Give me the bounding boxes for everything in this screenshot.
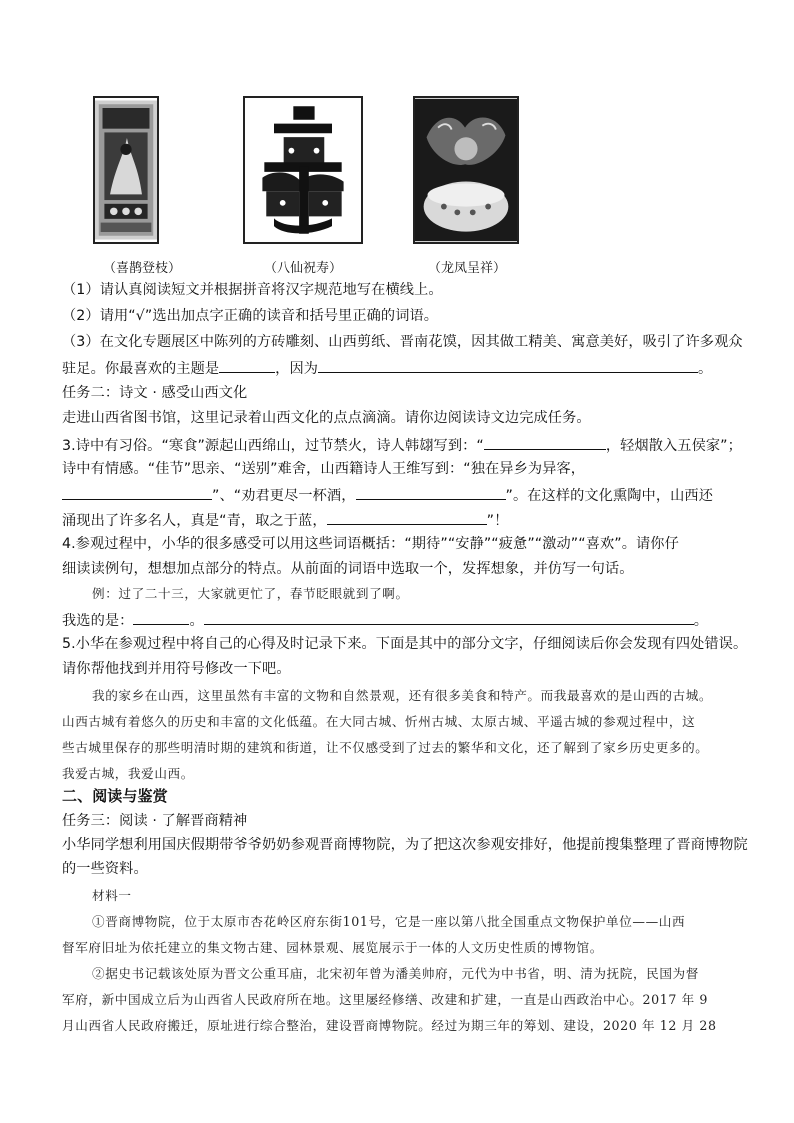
answer-blank-poem-2[interactable] bbox=[62, 484, 212, 500]
material-one-label: 材料一 bbox=[92, 888, 132, 903]
answer-blank-reason[interactable] bbox=[318, 357, 698, 373]
material-one-para-2-line-3: 月山西省人民政府搬迁，原址进行综合整治，建设晋商博物院。经过为期三年的筹划、建设，2020 年 12 月 28 bbox=[62, 1018, 717, 1033]
question-4-line-2: 细读读例句，想想加点部分的特点。从前面的词语中选取一个，发挥想象，并仿写一句话。 bbox=[62, 561, 634, 577]
journal-line-4: 我爱古城，我爱山西。 bbox=[62, 766, 194, 781]
paper-cut-image bbox=[243, 96, 363, 244]
caption-1: （喜鹊登枝） bbox=[102, 261, 181, 276]
brick-carving-image bbox=[93, 96, 159, 244]
answer-blank-poem-4[interactable] bbox=[327, 509, 487, 525]
task-two-intro: 走进山西省图书馆，这里记录着山西文化的点点滴滴。请你边阅读诗文边完成任务。 bbox=[62, 410, 591, 426]
answer-blank-word[interactable] bbox=[133, 609, 189, 625]
question-5-line-2: 请你帮他找到并用符号修改一下吧。 bbox=[62, 661, 291, 677]
poem-question-line-2: 诗中有情感。“佳节”思亲、“送别”难舍，山西籍诗人王维写到：“独在异乡为异客， bbox=[62, 461, 586, 477]
task-two-heading: 任务二：诗文 · 感受山西文化 bbox=[62, 385, 248, 401]
question-5-line-1: 5.小华在参观过程中将自己的心得及时记录下来。下面是其中的部分文字，仔细阅读后你会发现有四处错误。 bbox=[62, 636, 748, 652]
question-3-line-1: （3）在文化专题展区中陈列的方砖雕刻、山西剪纸、晋南花馍，因其做工精美、寓意美好，吸引了许多观众 bbox=[62, 334, 743, 350]
material-one-para-1-line-1: ①晋商博物院，位于太原市杏花岭区府东街101号，它是一座以第八批全国重点文物保护单位——山西 bbox=[92, 914, 686, 929]
answer-blank-poem-1[interactable] bbox=[484, 434, 606, 450]
question-2: （2）请用“√”选出加点字正确的读音和括号里正确的词语。 bbox=[62, 308, 439, 324]
paper-cut-icon bbox=[245, 98, 361, 242]
task-three-intro-line-1: 小华同学想利用国庆假期带爷爷奶奶参观晋商博物院，为了把这次参观安排好，他提前搜集整理了晋商博物院 bbox=[62, 837, 748, 853]
answer-blank-poem-3[interactable] bbox=[356, 484, 506, 500]
question-4-line-1: 4.参观过程中，小华的很多感受可以用这些词语概括：“期待”“安静”“疲惫”“激动”“喜欢”。请你仔 bbox=[62, 536, 679, 552]
caption-3: （龙凤呈祥） bbox=[427, 261, 506, 276]
answer-blank-sentence[interactable] bbox=[204, 609, 694, 625]
task-three-heading: 任务三：阅读 · 了解晋商精神 bbox=[62, 813, 248, 829]
question-4-answer-line: 我选的是： 。 。 bbox=[62, 609, 708, 631]
material-one-para-2-line-1: ②据史书记载该处原为晋文公重耳庙，北宋初年曾为潘美帅府，元代为中书省，明、清为抚院，民国为督 bbox=[92, 966, 699, 981]
journal-line-2: 山西古城有着悠久的历史和丰富的文化低蕴。在大同古城、忻州古城、太原古城、平遥古城的参观过程中，这 bbox=[62, 714, 696, 729]
poem-question-line-1: 3.诗中有习俗。“寒食”源起山西绵山，过节禁火，诗人韩翃写到：“ ，轻烟散入五侯家”； bbox=[62, 434, 742, 456]
question-4-example: 例：过了二十三，大家就更忙了，春节眨眼就到了啊。 bbox=[92, 586, 409, 601]
question-3-line-2: 驻足。你最喜欢的主题是 ，因为 。 bbox=[62, 357, 712, 379]
section-two-heading: 二、阅读与鉴赏 bbox=[62, 787, 168, 805]
flower-bun-image bbox=[413, 96, 519, 244]
journal-line-1: 我的家乡在山西，这里虽然有丰富的文物和自然景观，还有很多美食和特产。而我最喜欢的是山西的古城。 bbox=[92, 688, 713, 703]
journal-line-3: 些古城里保存的那些明清时期的建筑和街道，让不仅感受到了过去的繁华和文化，还了解到了家乡历史更多的。 bbox=[62, 740, 709, 755]
caption-2: （八仙祝寿） bbox=[263, 261, 342, 276]
brick-carving-icon bbox=[95, 98, 157, 242]
task-three-intro-line-2: 的一些资料。 bbox=[62, 861, 148, 877]
poem-question-line-3: ”、“劝君更尽一杯酒， ”。在这样的文化熏陶中，山西还 bbox=[62, 484, 713, 506]
answer-blank-theme[interactable] bbox=[219, 357, 275, 373]
material-one-para-2-line-2: 军府，新中国成立后为山西省人民政府所在地。这里屡经修缮、改建和扩建，一直是山西政治中心。2017 年 9 bbox=[62, 992, 708, 1007]
poem-question-line-4: 涌现出了许多名人，真是“青，取之于蓝， ”！ bbox=[62, 509, 508, 531]
flower-bun-icon bbox=[415, 98, 517, 242]
question-1: （1）请认真阅读短文并根据拼音将汉字规范地写在横线上。 bbox=[62, 282, 443, 298]
material-one-para-1-line-2: 督军府旧址为依托建立的集文物古建、园林景观、展览展示于一体的人文历史性质的博物馆。 bbox=[62, 940, 603, 955]
